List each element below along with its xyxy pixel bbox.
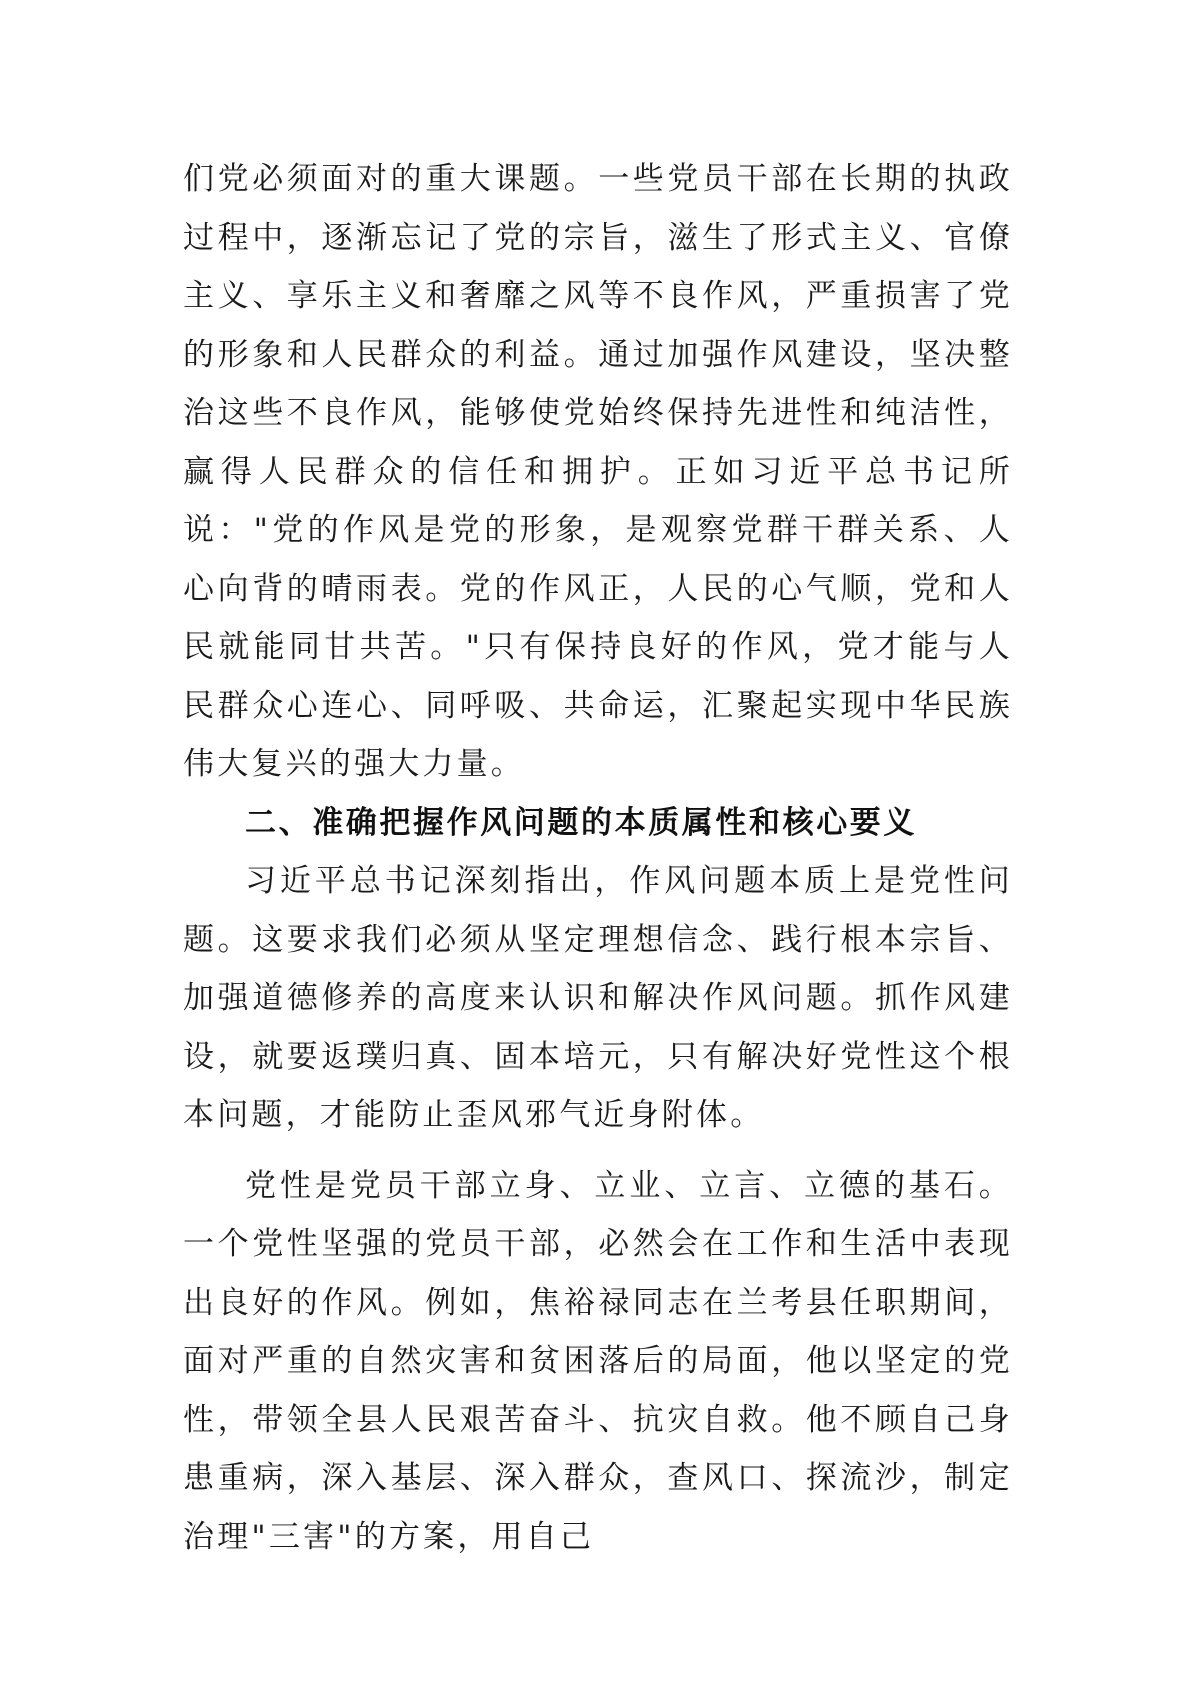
paragraph-party-spirit-essence: 习近平总书记深刻指出，作风问题本质上是党性问题。这要求我们必须从坚定理想信念、践行根本宗旨、加强道德修养的高度来认识和解决作风问题。抓作风建设，就要返璞归真、固本培元，只有解决好党性这个根本问题，才能防止歪风邪气近身附体。 xyxy=(183,863,1013,1133)
section-heading: 二、准确把握作风问题的本质属性和核心要义 xyxy=(245,804,917,841)
paragraph-continuation: 们党必须面对的重大课题。一些党员干部在长期的执政过程中，逐渐忘记了党的宗旨，滋生了形式主义、官僚主义、享乐主义和奢靡之风等不良作风，严重损害了党的形象和人民群众的利益。通过加强作风建设，坚决整治这些不良作风，能够使党始终保持先进性和纯洁性，赢得人民群众的信任和拥护。正如习近平总书记所说："党的作风是党的形象，是观察党群干群关系、人心向背的晴雨表。党的作风正，人民的心气顺，党和人民就能同甘共苦。"只有保持良好的作风，党才能与人民群众心连心、同呼吸、共命运，汇聚起实现中华民族伟大复兴的强大力量。 xyxy=(183,161,1013,782)
paragraph-party-spirit-cornerstone: 党性是党员干部立身、立业、立言、立德的基石。一个党性坚强的党员干部，必然会在工作和生活中表现出良好的作风。例如，焦裕禄同志在兰考县任职期间，面对严重的自然灾害和贫困落后的局面，他以坚定的党性，带领全县人民艰苦奋斗、抗灾自救。他不顾自己身患重病，深入基层、深入群众，查风口、探流沙，制定治理"三害"的方案，用自己 xyxy=(183,1167,1013,1555)
document-body xyxy=(183,150,1013,1566)
